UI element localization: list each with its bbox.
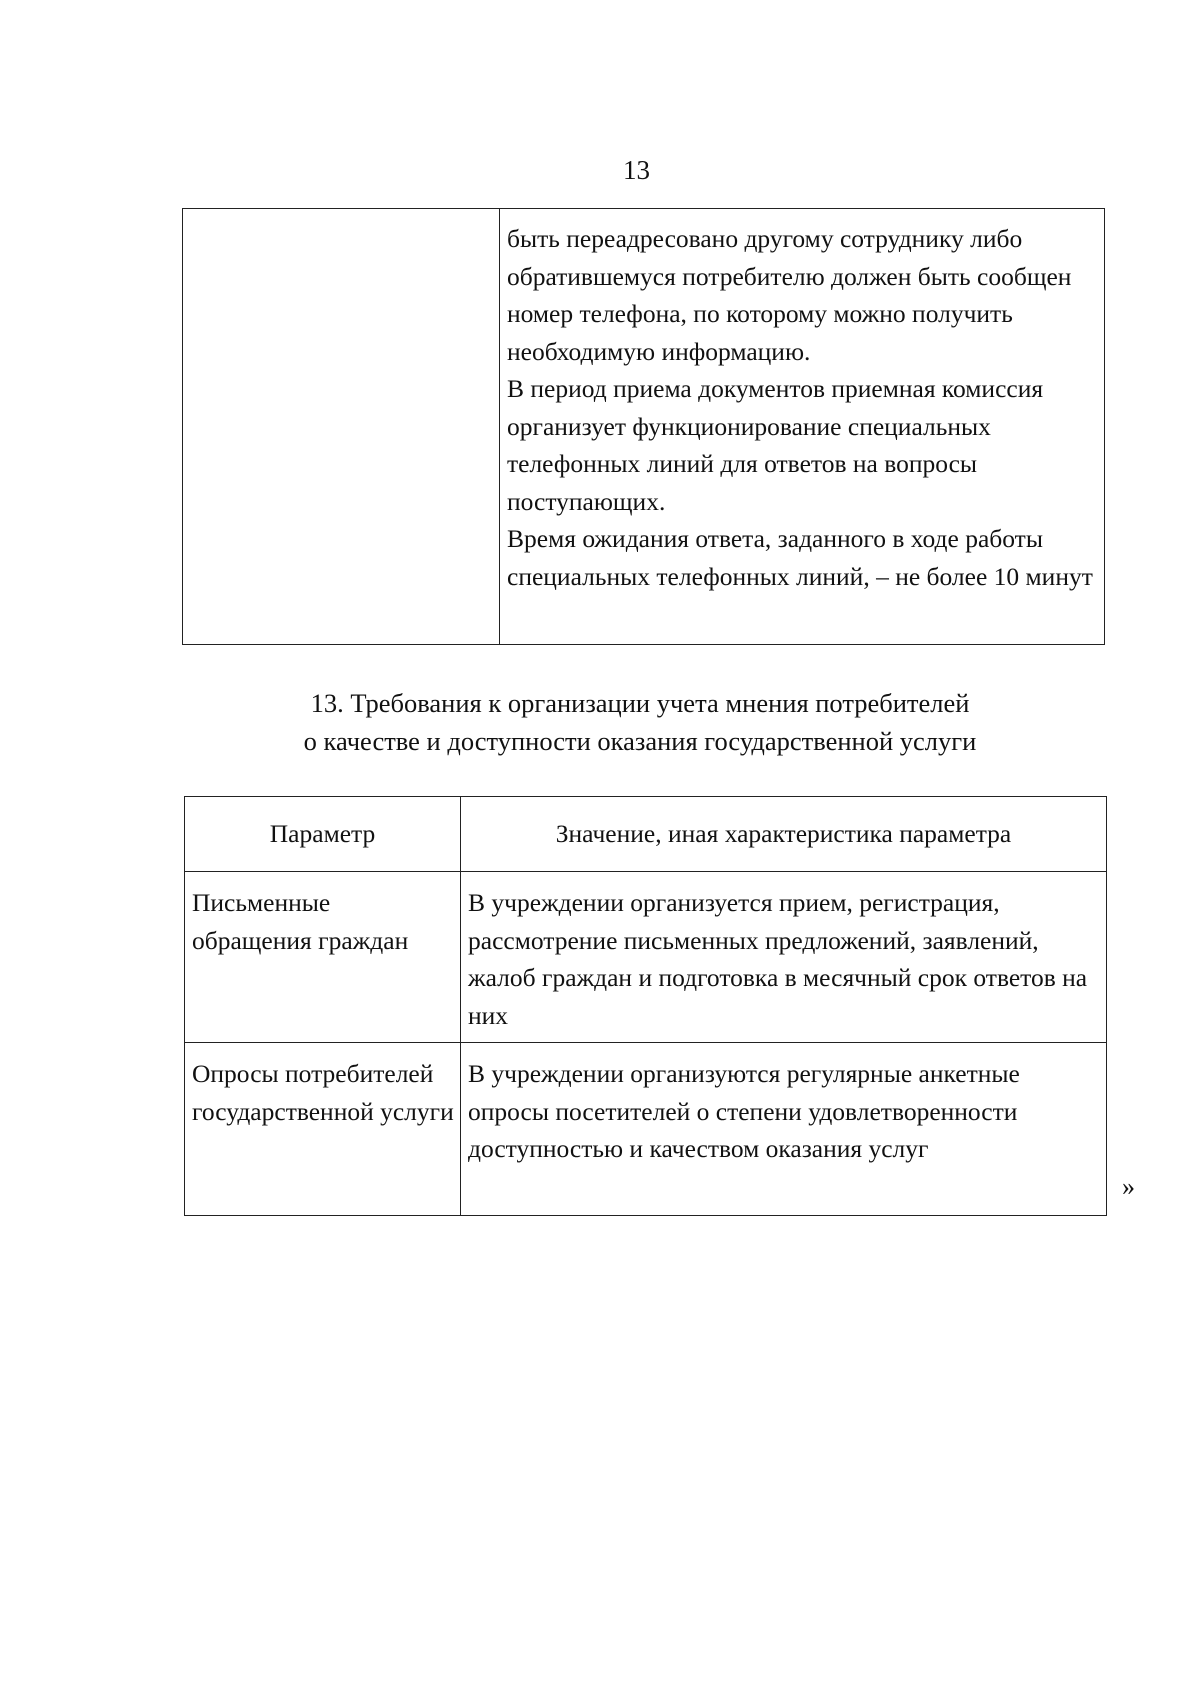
continuation-table <box>182 208 1105 645</box>
value-cell: В учреждении организуются регулярные анкетные опросы посетителей о степени удовлетворенности доступностью и качеством оказания услуг <box>461 1043 1107 1216</box>
header-parameter: Параметр <box>185 797 461 872</box>
empty-parameter-cell <box>183 209 500 645</box>
page-number: 13 <box>623 155 650 185</box>
parameter-cell: Опросы потребителей государственной услуги <box>185 1043 461 1216</box>
table-row <box>185 1043 1107 1216</box>
table-row <box>185 872 1107 1043</box>
section-title-line-2: о качестве и доступности оказания государственной услуги <box>303 726 977 756</box>
parameter-cell: Письменные обращения граждан <box>185 872 461 1043</box>
table-header-row <box>185 797 1107 872</box>
section-title-line-1: 13. Требования к организации учета мнения потребителей <box>310 688 970 718</box>
paragraph-redirect: быть переадресовано другому сотруднику либо обратившемуся потребителю должен быть сообщен номер телефона, по которому можно получить необходимую информацию. <box>507 224 1072 366</box>
value-cell: В учреждении организуется прием, регистрация, рассмотрение письменных предложений, заявлений, жалоб граждан и подготовка в месячный срок ответов на них <box>461 872 1107 1043</box>
requirements-table <box>184 796 1107 1216</box>
header-value: Значение, иная характеристика параметра <box>461 797 1107 872</box>
continuation-text-cell <box>500 209 1105 645</box>
paragraph-phone-lines: В период приема документов приемная комиссия организует функционирование специальных телефонных линий для ответов на вопросы поступающих. <box>507 374 1044 516</box>
closing-quote-mark: » <box>1122 1172 1135 1201</box>
table-row <box>183 209 1105 645</box>
section-title <box>0 684 1200 760</box>
paragraph-wait-time: Время ожидания ответа, заданного в ходе работы специальных телефонных линий, – не более 10 минут <box>507 524 1093 591</box>
